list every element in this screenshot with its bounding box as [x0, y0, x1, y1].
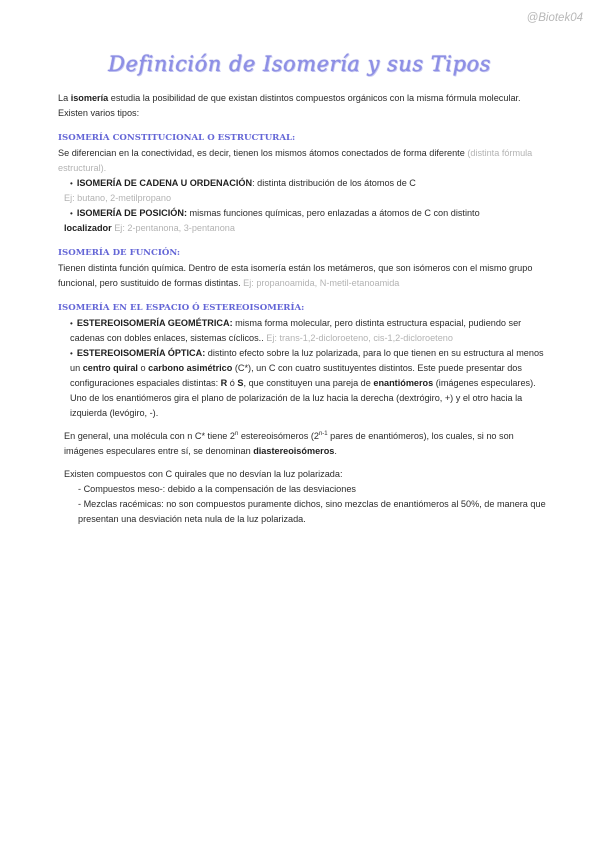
optica-item: • ESTEREOISOMERÍA ÓPTICA: distinto efecto sobre la luz polarizada, para lo que tienen en su estructura al menos un centro quiral o carbono asimétrico (C*), un C con cuatro sustituyentes distintos. Este puede presentar dos configuraciones espaciales distintas: R ó S, que constituyen una pareja de enantiómeros (imágenes especulares). Uno de los enantiómeros gira el plano de polarización de la luz hacia la derecha (dextrógiro, +) y el otro hacia la izquierda (levógiro, -).	[58, 346, 548, 421]
geometrica-item: • ESTEREOISOMERÍA GEOMÉTRICA: misma forma molecular, pero distinta estructura espacial, pudiendo ser cadenas con dobles enlaces, sistemas cíclicos.. Ej: trans-1,2-dicloroeteno, cis-1,2-dicloroeteno	[58, 316, 548, 346]
heading-constitucional: ISOMERÍA CONSTITUCIONAL O ESTRUCTURAL:	[58, 133, 296, 143]
posicion-item: • ISOMERÍA DE POSICIÓN: mismas funciones químicas, pero enlazadas a átomos de C con distinto	[58, 206, 548, 221]
page-title: Definición de Isomería y sus Tipos	[108, 52, 491, 76]
intro-paragraph: La isomería estudia la posibilidad de que existan distintos compuestos orgánicos con la misma fórmula molecular. Existen varios tipos:	[58, 93, 521, 118]
general-paragraph: En general, una molécula con n C* tiene 2$^n$ estereoisómeros (2$^{n-1}$ pares de enantiómeros), los cuales, si no son imágenes especulares entre sí, se denominan diastereoisómeros.	[64, 430, 514, 456]
constitucional-desc: Se diferencian en la conectividad, es decir, tienen los mismos átomos conectados de forma diferente (distinta fórmula estructural).	[58, 148, 533, 173]
quirales-intro: Existen compuestos con C quirales que no desvían la luz polarizada:	[64, 469, 343, 479]
cadena-item: • ISOMERÍA DE CADENA U ORDENACIÓN: distinta distribución de los átomos de C	[58, 176, 548, 191]
meso-item: - Compuestos meso-: debido a la compensación de las desviaciones	[78, 484, 356, 494]
posicion-continued: localizador Ej: 2-pentanona, 3-pentanona	[64, 223, 235, 233]
racemicas-item: - Mezclas racémicas: no son compuestos puramente dichos, sino mezclas de enantiómeros al 50%, de manera que presentan una desviación neta nula de la luz polarizada.	[78, 499, 546, 524]
cadena-example: Ej: butano, 2-metilpropano	[64, 193, 172, 203]
heading-funcion: ISOMERÍA DE FUNCIÓN:	[58, 248, 181, 258]
heading-espacio: ISOMERÍA EN EL ESPACIO Ó ESTEREOISOMERÍA:	[58, 303, 305, 313]
watermark: @Biotek04	[526, 12, 583, 24]
funcion-desc: Tienen distinta función química. Dentro de esta isomería están los metámeros, que son isómeros con el mismo grupo funcional, pero sustituido de formas distintas. Ej: propanoamida, N-metil-etanoamida	[58, 263, 533, 288]
isomeria-term: isomería	[70, 93, 109, 103]
document-body	[58, 91, 548, 527]
